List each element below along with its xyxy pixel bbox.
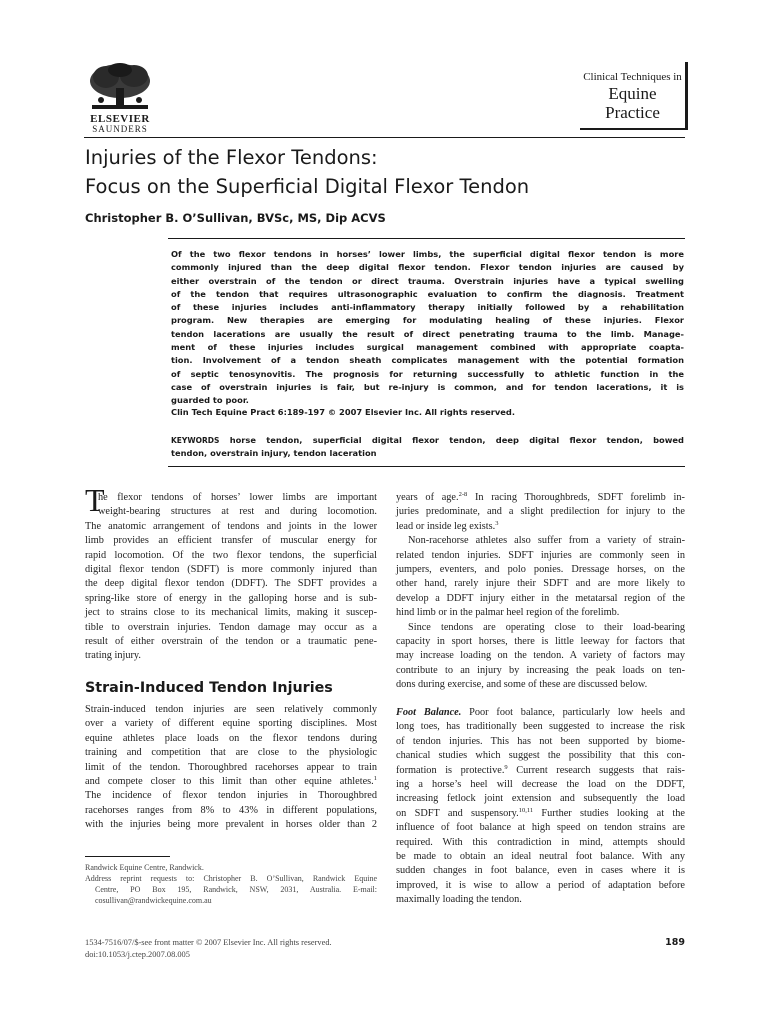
body-text: lead or inside leg exists. — [396, 520, 496, 532]
section-paragraph — [85, 703, 377, 833]
body-line — [396, 491, 685, 505]
abstract-line: either overstrain of the tendon or direct trauma. Overstrain injuries have a typical swelling — [171, 275, 684, 286]
keywords-text: horse tendon, superficial digital flexor tendon, deep digital flexor tendon, bowed — [229, 435, 684, 445]
doi-line[interactable]: doi:10.1053/j.ctep.2007.08.005 — [85, 950, 190, 959]
body-line: The anatomic arrangement of tendons and joints in the lower — [85, 520, 377, 532]
body-line: contribute to an injury by increasing the peak loads on ten- — [396, 664, 685, 676]
header-rule — [84, 137, 685, 138]
publisher-name: ELSEVIER — [90, 113, 150, 125]
body-line — [396, 706, 685, 720]
intro-paragraph — [85, 491, 377, 664]
body-line: jumpers, eventers, and polo ponies. Dressage horses, on the — [396, 564, 685, 576]
author-email[interactable]: cosullivan@randwickequine.com.au — [95, 896, 212, 905]
body-line: hind limb or in the palmar heel region of the forelimb. — [396, 607, 620, 619]
body-line: other hand, rarely injure their SDFT and are more likely to — [396, 578, 685, 590]
journal-name-line1: Equine — [608, 84, 657, 103]
body-line: The incidence of flexor tendon injuries in Thoroughbred — [85, 790, 377, 802]
body-line — [85, 775, 377, 789]
body-line: Since tendons are operating close to their load-bearing — [408, 621, 685, 633]
abstract-line: commonly injured than the deep digital flexor tendon. Flexor tendon injuries are caused by — [171, 262, 684, 273]
journal-name-line2: Practice — [605, 103, 660, 122]
abstract-bottom-rule — [168, 466, 685, 467]
imprint-name: SAUNDERS — [92, 124, 148, 134]
footnote-rule — [85, 856, 170, 857]
journal-name — [580, 84, 685, 122]
abstract-top-rule — [168, 238, 685, 239]
body-line: increasing fetlock joint extension and subsequently the load — [396, 793, 685, 805]
citation: Clin Tech Equine Pract 6:189-197 © 2007 Elsevier Inc. All rights reserved. — [171, 407, 515, 417]
body-line: with the injuries being more prevalent in horses older than 2 — [85, 819, 377, 831]
body-line: may increase loading on the tendon. A variety of factors may — [396, 650, 685, 662]
body-text: years of age. — [396, 492, 459, 503]
body-text: on SDFT and suspensory. — [396, 807, 519, 819]
body-line — [396, 764, 685, 778]
abstract-line: case of overstrain injuries is fair, but re-injury is common, and for tendon lacerations, it is — [171, 381, 684, 392]
abstract-line: Of the two flexor tendons in horses’ lower limbs, the superficial digital flexor tendon is more — [171, 249, 684, 259]
body-line: ing a horse’s heel will decrease the load on the DDFT, — [396, 779, 685, 791]
abstract — [171, 248, 684, 408]
body-line: rapid locomotion. Of the two flexor tendons, the superficial — [85, 549, 377, 561]
page-number: 189 — [665, 937, 685, 948]
body-text: formation is protective. — [396, 764, 505, 776]
body-line: related tendon injuries. SDFT injuries are commonly seen in — [396, 549, 685, 561]
body-line: weight-bearing structures at rest and during locomotion. — [98, 506, 377, 518]
tree-logo-icon — [84, 62, 156, 112]
body-line: of tendon injuries. This has not been supported by biome- — [396, 735, 685, 747]
body-line: result of either overstrain of the tendon or a traumatic pene- — [85, 636, 377, 648]
abstract-line: program. New therapies are emerging for modulating healing of these injuries. Flexor — [171, 315, 684, 326]
keywords-line2: tendon, overstrain injury, tendon laceration — [171, 448, 377, 459]
body-line: develop a DDFT injury either in the metatarsal region of the — [396, 592, 685, 604]
abstract-line: ment of these injuries includes surgical management combined with appropriate coapta- — [171, 342, 684, 353]
body-line: be made to obtain an ideal neutral foot balance. With any — [396, 851, 685, 863]
drop-cap: T — [85, 482, 105, 518]
reference-marker: 2-8 — [458, 491, 468, 498]
body-line: tible to overstrain injuries. Tendon damage may occur as a — [85, 621, 377, 633]
reference-marker: 1 — [373, 775, 377, 783]
body-line: equine athletes place loads on the flexor tendons during — [85, 732, 377, 744]
body-line: required. With this contradiction in mind, attempts should — [396, 836, 685, 848]
journal-prefix: Clinical Techniques in — [583, 71, 682, 83]
abstract-line: of these injuries includes anti-inflammatory therapy initially followed by a rehabilitation — [171, 302, 684, 313]
abstract-line: tion. Involvement of a tendon sheath complicates management with the potential formation — [171, 355, 684, 366]
body-line: influence of foot balance at high speed on tendon strains are — [396, 822, 685, 834]
abstract-line: guarded to poor. — [171, 395, 249, 406]
abstract-line: of the tendon that requires ultrasonographic evaluation to confirm the diagnosis. Treatment — [171, 288, 684, 299]
body-line: limit of the tendon. Thoroughbred racehorses appear to train — [85, 761, 377, 773]
right-column-top — [396, 491, 685, 693]
body-line: over a variety of different equine sporting disciplines. Most — [85, 718, 377, 730]
body-line: trating injury. — [85, 650, 141, 662]
body-line: training and competition that are close to the physiologic — [85, 747, 377, 759]
body-line: limb provides an efficient transfer of muscular energy for — [85, 535, 377, 547]
reference-marker: 3 — [495, 519, 499, 527]
body-line: juries predominate, and a slight predilection for injury to the — [396, 506, 685, 518]
footnote-line: Address reprint requests to: Christopher B. O’Sullivan, Randwick Equine — [85, 874, 377, 883]
body-line: ject to strains close to its mechanical limits, making it suscep- — [85, 607, 377, 619]
body-line: sudden changes in foot balance, even in cases where it is — [396, 865, 685, 877]
body-line — [396, 807, 685, 821]
article-author: Christopher B. O’Sullivan, BVSc, MS, Dip ACVS — [85, 211, 386, 225]
body-line: improved, it is wise to allow a period of adaptation before — [396, 879, 685, 891]
section-heading: Strain-Induced Tendon Injuries — [85, 680, 333, 696]
body-line: Non-racehorse athletes also suffer from a variety of strain- — [408, 535, 685, 547]
reference-marker: 9 — [504, 763, 508, 771]
body-text: Further studies looking at the — [533, 807, 685, 819]
author-footnote — [85, 862, 377, 906]
body-text: In racing Thoroughbreds, SDFT forelimb in- — [467, 492, 685, 503]
body-line: chanical studies which suggest the possibility that this con- — [396, 750, 685, 762]
article-title-line2: Focus on the Superficial Digital Flexor Tendon — [85, 175, 530, 198]
body-line: he flexor tendons of horses’ lower limbs are important — [98, 492, 377, 503]
body-line: digital flexor tendon (SDFT) is more commonly injured than — [85, 564, 377, 576]
keywords-label: KEYWORDS — [171, 436, 220, 445]
body-text: and compete closer to this limit than other equine athletes. — [85, 776, 374, 788]
body-line: capacity in sport horses, there is little leeway for factors that — [396, 636, 685, 648]
body-line: spring-like store of energy in the galloping horse and is sub- — [85, 592, 377, 604]
keywords-line1 — [171, 434, 684, 447]
keywords — [171, 434, 684, 461]
foot-balance-paragraph — [396, 706, 685, 908]
article-title-line1: Injuries of the Flexor Tendons: — [85, 146, 378, 169]
body-text: Poor foot balance, particularly low heels and — [461, 707, 685, 718]
body-text: Current research suggests that rais- — [507, 764, 685, 776]
body-line: the deep digital flexor tendon (DDFT). The SDFT provides a — [85, 578, 377, 590]
abstract-line: of septic tenosynovitis. The prognosis for returning successfully to athletic function in the — [171, 368, 684, 379]
body-line — [396, 520, 685, 534]
run-in-heading: Foot Balance. — [396, 707, 462, 718]
body-line: maximally loading the tendon. — [396, 894, 522, 906]
body-line: long toes, has traditionally been suggested to increase the risk — [396, 721, 685, 733]
body-line: Strain-induced tendon injuries are seen relatively commonly — [85, 704, 377, 715]
footnote-line: Centre, PO Box 195, Randwick, NSW, 2031, Australia. E-mail: — [95, 885, 377, 894]
reference-marker: 10,11 — [518, 806, 534, 814]
issn-line: 1534-7516/07/$-see front matter © 2007 Elsevier Inc. All rights reserved. — [85, 938, 332, 947]
body-line: racehorses ranges from 8% to 43% in different populations, — [85, 804, 377, 816]
body-line: dons during exercise, and some of these are discussed below. — [396, 679, 648, 691]
abstract-line: tendon lacerations are usually the result of direct penetrating trauma to the limb. Manage- — [171, 328, 684, 339]
affiliation: Randwick Equine Centre, Randwick. — [85, 863, 204, 872]
